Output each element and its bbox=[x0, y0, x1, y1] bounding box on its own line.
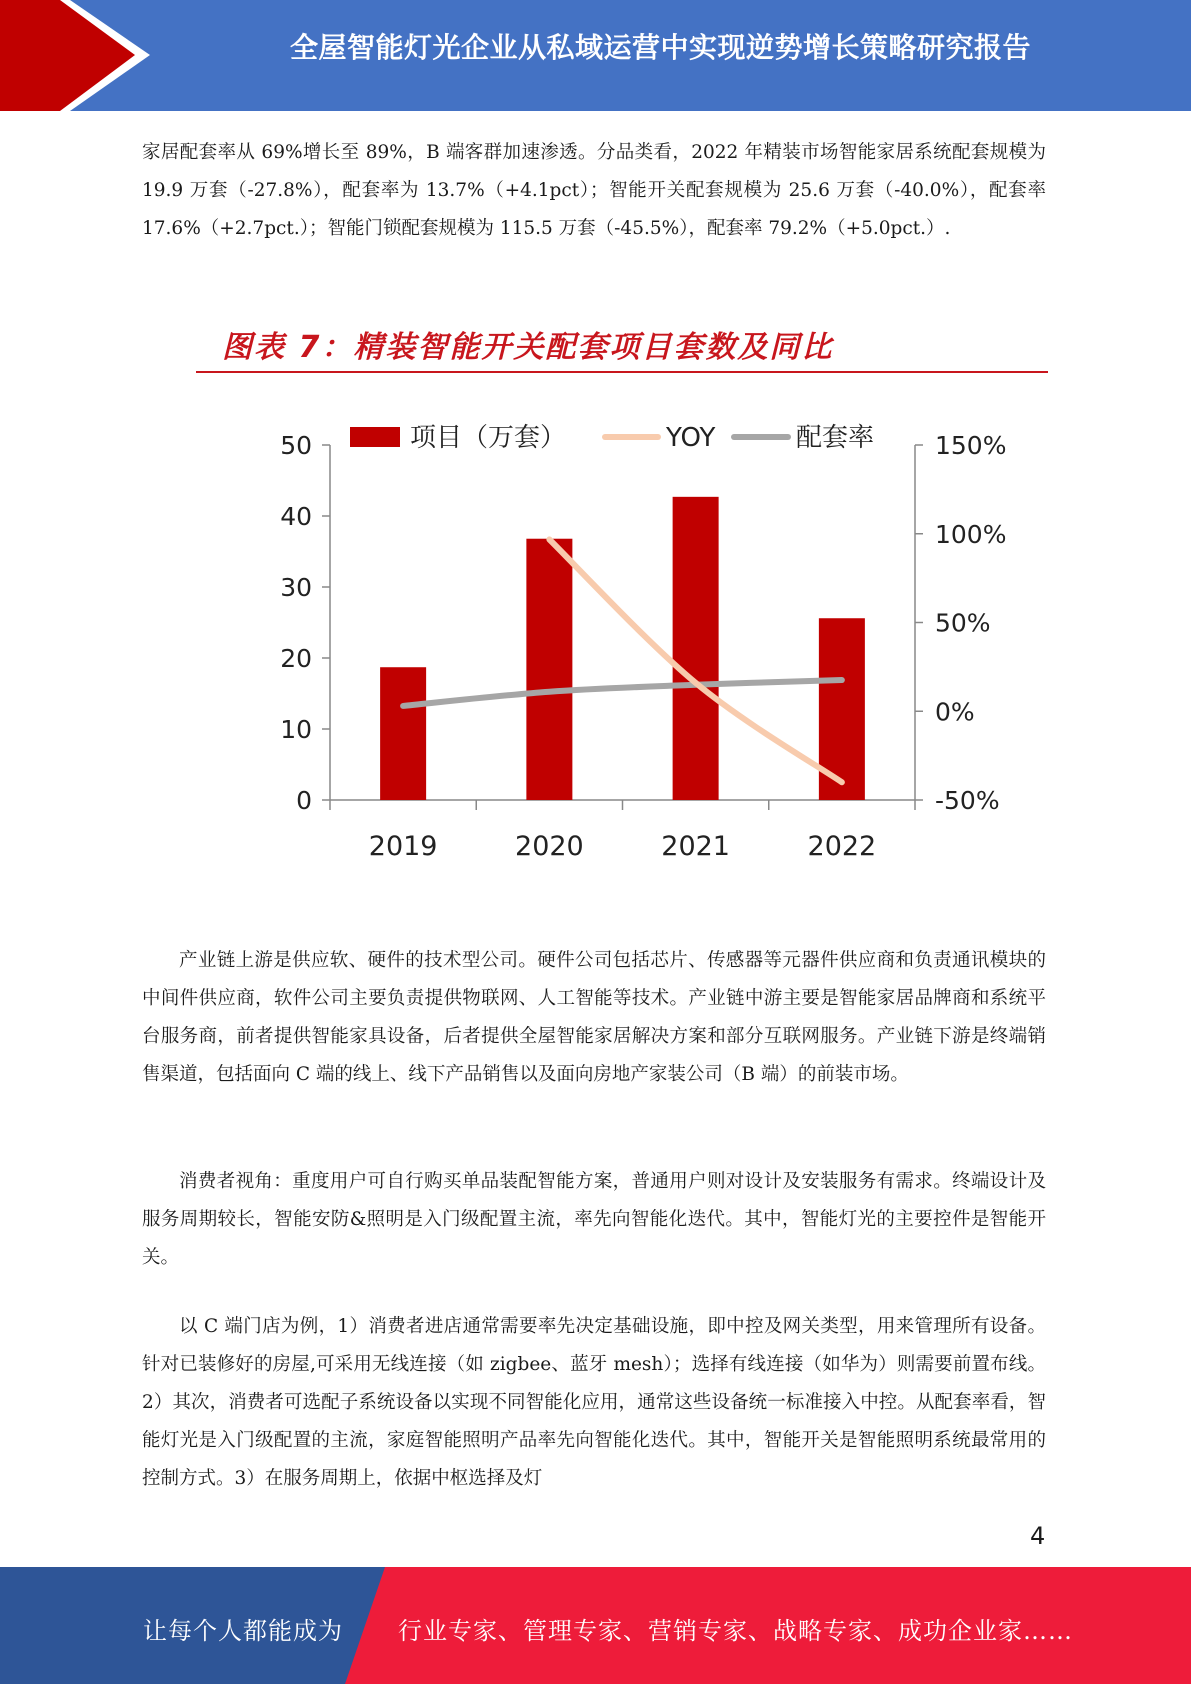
y-left-tick-label: 0 bbox=[296, 786, 312, 815]
y-left-tick-label: 40 bbox=[280, 502, 312, 531]
footer-slogan-left: 让每个人都能成为 bbox=[143, 1617, 343, 1645]
chart-switch-projects bbox=[180, 385, 1080, 875]
y-right-tick-label: -50% bbox=[935, 786, 1000, 815]
legend-label-bar: 项目（万套） bbox=[410, 423, 567, 453]
report-title: 全屋智能灯光企业从私域运营中实现逆势增长策略研究报告 bbox=[289, 31, 1031, 64]
figure-title: 图表 7：精装智能开关配套项目套数及同比 bbox=[222, 330, 834, 365]
y-right-tick-label: 100% bbox=[935, 519, 1007, 549]
page-number: 4 bbox=[1030, 1522, 1046, 1550]
bar-2019 bbox=[380, 667, 426, 800]
paragraph-industry-chain: 产业链上游是供应软、硬件的技术型公司。硬件公司包括芯片、传感器等元器件供应商和负责通讯模块的中间件供应商，软件公司主要负责提供物联网、人工智能等技术。产业链中游主要是智能家居品牌商和系统平台服务商，前者提供智能家具设备，后者提供全屋智能家居解决方案和部分互联网服务。产业链下游是终端销售渠道，包括面向 C 端的线上、线下产品销售以及面向房地产家装公司（B 端）的前装市场。 bbox=[142, 950, 1046, 1085]
bar-2021 bbox=[673, 497, 719, 800]
x-label-2022: 2022 bbox=[807, 831, 877, 862]
y-left-tick-label: 20 bbox=[280, 644, 312, 673]
legend-label-rate: 配套率 bbox=[796, 423, 875, 453]
y-left-tick-label: 50 bbox=[280, 431, 312, 460]
page-footer bbox=[0, 1567, 1191, 1684]
x-label-2019: 2019 bbox=[368, 831, 438, 862]
legend-swatch-bar bbox=[350, 427, 400, 447]
y-left-tick-label: 30 bbox=[280, 573, 312, 602]
chart-x-labels bbox=[369, 831, 876, 862]
x-label-2021: 2021 bbox=[661, 831, 730, 862]
y-right-tick-label: 150% bbox=[935, 431, 1007, 460]
paragraph-c-store-example: 以 C 端门店为例，1）消费者进店通常需要率先决定基础设施，即中控及网关类型，用来管理所有设备。针对已装修好的房屋,可采用无线连接（如 zigbee、蓝牙 mesh）；选择有线连接（如华为）则需要前置布线。2）其次，消费者可选配子系统设备以实现不同智能化应用，通常这些设备统一标准接入中控。从配套率看，智能灯光是入门级配置的主流，家庭智能照明产品率先向智能化迭代。其中，智能开关是智能照明系统最常用的控制方式。3）在服务周期上，依据中枢选择及灯 bbox=[142, 1316, 1046, 1489]
y-right-tick-label: 50% bbox=[935, 608, 991, 638]
chart-legend bbox=[350, 423, 874, 453]
x-label-2020: 2020 bbox=[515, 831, 584, 862]
paragraph-intro: 家居配套率从 69%增长至 89%，B 端客群加速渗透。分品类看，2022 年精装市场智能家居系统配套规模为 19.9 万套（-27.8%），配套率为 13.7%（+4.1pct）；智能开关配套规模为 25.6 万套（-40.0%），配套率 17.6%（+2.7pct.）；智能门锁配套规模为 115.5 万套（-45.5%），配套率 79.2%（+5.0pct.）. bbox=[142, 142, 1046, 239]
figure-title-rule bbox=[196, 371, 1048, 373]
footer-slogan-right: 行业专家、管理专家、营销专家、战略专家、成功企业家…… bbox=[398, 1617, 1073, 1645]
chart-lines bbox=[403, 539, 842, 782]
y-right-tick-label: 0% bbox=[935, 697, 975, 727]
paragraph-consumer-view: 消费者视角：重度用户可自行购买单品装配智能方案，普通用户则对设计及安装服务有需求。终端设计及服务周期较长，智能安防&照明是入门级配置主流，率先向智能化迭代。其中，智能灯光的主要控件是智能开关。 bbox=[142, 1171, 1046, 1268]
line-match-rate bbox=[403, 680, 842, 706]
chart-bars bbox=[380, 497, 865, 800]
y-left-tick-label: 10 bbox=[280, 715, 312, 744]
legend-label-yoy: YOY bbox=[666, 423, 716, 453]
bar-2020 bbox=[526, 539, 572, 800]
page-header bbox=[0, 0, 1191, 111]
